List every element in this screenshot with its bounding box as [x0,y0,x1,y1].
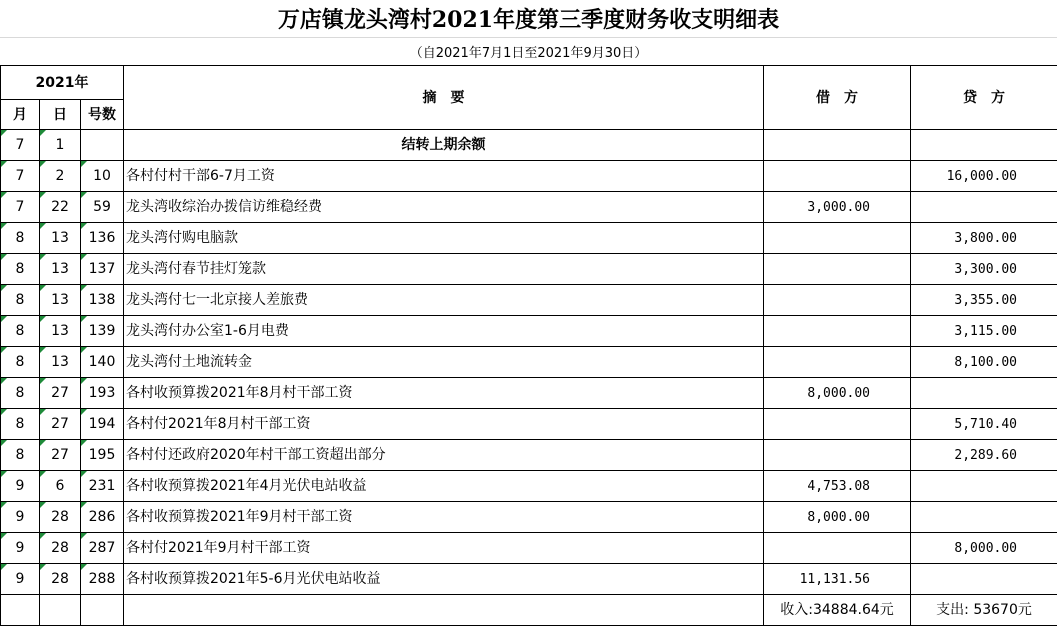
table-row [1,471,1057,502]
summary-cell: 龙头湾付购电脑款 [124,223,764,254]
table-row [1,192,1057,223]
summary-cell: 各村付还政府2020年村干部工资超出部分 [124,440,764,471]
month-cell: 7 [1,192,40,223]
month-cell: 9 [1,502,40,533]
month-header: 月 [1,100,40,130]
day-cell: 13 [40,223,81,254]
voucher-number-cell: 287 [81,533,124,564]
debit-cell: 11,131.56 [764,564,911,595]
day-cell: 13 [40,347,81,378]
debit-cell [764,285,911,316]
table-row [1,130,1057,161]
month-cell: 8 [1,223,40,254]
month-cell: 9 [1,471,40,502]
debit-cell [764,440,911,471]
summary-cell: 龙头湾付春节挂灯笼款 [124,254,764,285]
voucher-number-cell: 140 [81,347,124,378]
debit-cell: 3,000.00 [764,192,911,223]
credit-cell: 3,800.00 [911,223,1057,254]
voucher-number-cell: 139 [81,316,124,347]
debit-cell [764,409,911,440]
credit-cell: 8,100.00 [911,347,1057,378]
voucher-number-cell: 194 [81,409,124,440]
table-row [1,533,1057,564]
month-cell: 8 [1,440,40,471]
credit-cell: 3,115.00 [911,316,1057,347]
voucher-number-cell: 137 [81,254,124,285]
credit-cell: 5,710.40 [911,409,1057,440]
expense-total: 支出: 53670元 [911,595,1057,626]
table-row [1,347,1057,378]
debit-cell [764,316,911,347]
month-cell: 7 [1,130,40,161]
credit-cell [911,502,1057,533]
credit-cell [911,471,1057,502]
summary-cell: 龙头湾付土地流转金 [124,347,764,378]
day-cell: 28 [40,564,81,595]
table-row [1,378,1057,409]
credit-cell: 3,355.00 [911,285,1057,316]
voucher-number-cell [81,130,124,161]
credit-cell [911,192,1057,223]
month-cell: 8 [1,285,40,316]
summary-cell: 龙头湾付七一北京接人差旅费 [124,285,764,316]
table-row [1,564,1057,595]
credit-header: 贷 方 [911,66,1057,130]
month-cell: 8 [1,409,40,440]
empty-cell [1,595,40,626]
day-cell: 27 [40,409,81,440]
table-row [1,161,1057,192]
table-row [1,409,1057,440]
date-range-subtitle: （自2021年7月1日至2021年9月30日） [409,46,648,61]
credit-cell [911,130,1057,161]
debit-cell: 8,000.00 [764,378,911,409]
voucher-number-cell: 286 [81,502,124,533]
day-cell: 22 [40,192,81,223]
credit-cell: 3,300.00 [911,254,1057,285]
day-cell: 13 [40,254,81,285]
day-cell: 13 [40,316,81,347]
summary-cell: 各村收预算拨2021年4月光伏电站收益 [124,471,764,502]
month-cell: 8 [1,347,40,378]
empty-cell [40,595,81,626]
empty-cell [81,595,124,626]
table-row [1,285,1057,316]
table-row [1,440,1057,471]
table-row [1,502,1057,533]
table-row [1,223,1057,254]
empty-cell [124,595,764,626]
summary-cell: 各村付2021年8月村干部工资 [124,409,764,440]
debit-cell [764,254,911,285]
credit-cell: 16,000.00 [911,161,1057,192]
table-row [1,254,1057,285]
ledger-table [0,65,1057,626]
summary-header: 摘 要 [124,66,764,130]
day-cell: 1 [40,130,81,161]
debit-cell: 4,753.08 [764,471,911,502]
debit-cell [764,347,911,378]
number-header: 号数 [81,100,124,130]
voucher-number-cell: 231 [81,471,124,502]
debit-header: 借 方 [764,66,911,130]
income-total: 收入:34884.64元 [764,595,911,626]
day-cell: 13 [40,285,81,316]
year-header: 2021年 [1,66,124,100]
voucher-number-cell: 193 [81,378,124,409]
debit-cell: 8,000.00 [764,502,911,533]
month-cell: 8 [1,254,40,285]
voucher-number-cell: 10 [81,161,124,192]
sheet-title: 万店镇龙头湾村2021年度第三季度财务收支明细表 [0,0,1057,38]
credit-cell: 8,000.00 [911,533,1057,564]
credit-cell [911,378,1057,409]
totals-row [1,595,1057,626]
voucher-number-cell: 138 [81,285,124,316]
debit-cell [764,130,911,161]
day-cell: 6 [40,471,81,502]
summary-cell: 龙头湾收综治办拨信访维稳经费 [124,192,764,223]
debit-cell [764,533,911,564]
credit-cell: 2,289.60 [911,440,1057,471]
summary-cell: 龙头湾付办公室1-6月电费 [124,316,764,347]
voucher-number-cell: 288 [81,564,124,595]
month-cell: 9 [1,564,40,595]
voucher-number-cell: 59 [81,192,124,223]
day-cell: 28 [40,502,81,533]
month-cell: 8 [1,378,40,409]
voucher-number-cell: 195 [81,440,124,471]
day-cell: 28 [40,533,81,564]
summary-cell: 各村收预算拨2021年9月村干部工资 [124,502,764,533]
voucher-number-cell: 136 [81,223,124,254]
month-cell: 8 [1,316,40,347]
month-cell: 7 [1,161,40,192]
day-cell: 27 [40,378,81,409]
debit-cell [764,223,911,254]
debit-cell [764,161,911,192]
month-cell: 9 [1,533,40,564]
table-row [1,316,1057,347]
summary-cell: 各村收预算拨2021年8月村干部工资 [124,378,764,409]
credit-cell [911,564,1057,595]
summary-cell: 结转上期余额 [124,130,764,161]
summary-cell: 各村付2021年9月村干部工资 [124,533,764,564]
summary-cell: 各村付村干部6-7月工资 [124,161,764,192]
day-cell: 27 [40,440,81,471]
summary-cell: 各村收预算拨2021年5-6月光伏电站收益 [124,564,764,595]
day-cell: 2 [40,161,81,192]
day-header: 日 [40,100,81,130]
